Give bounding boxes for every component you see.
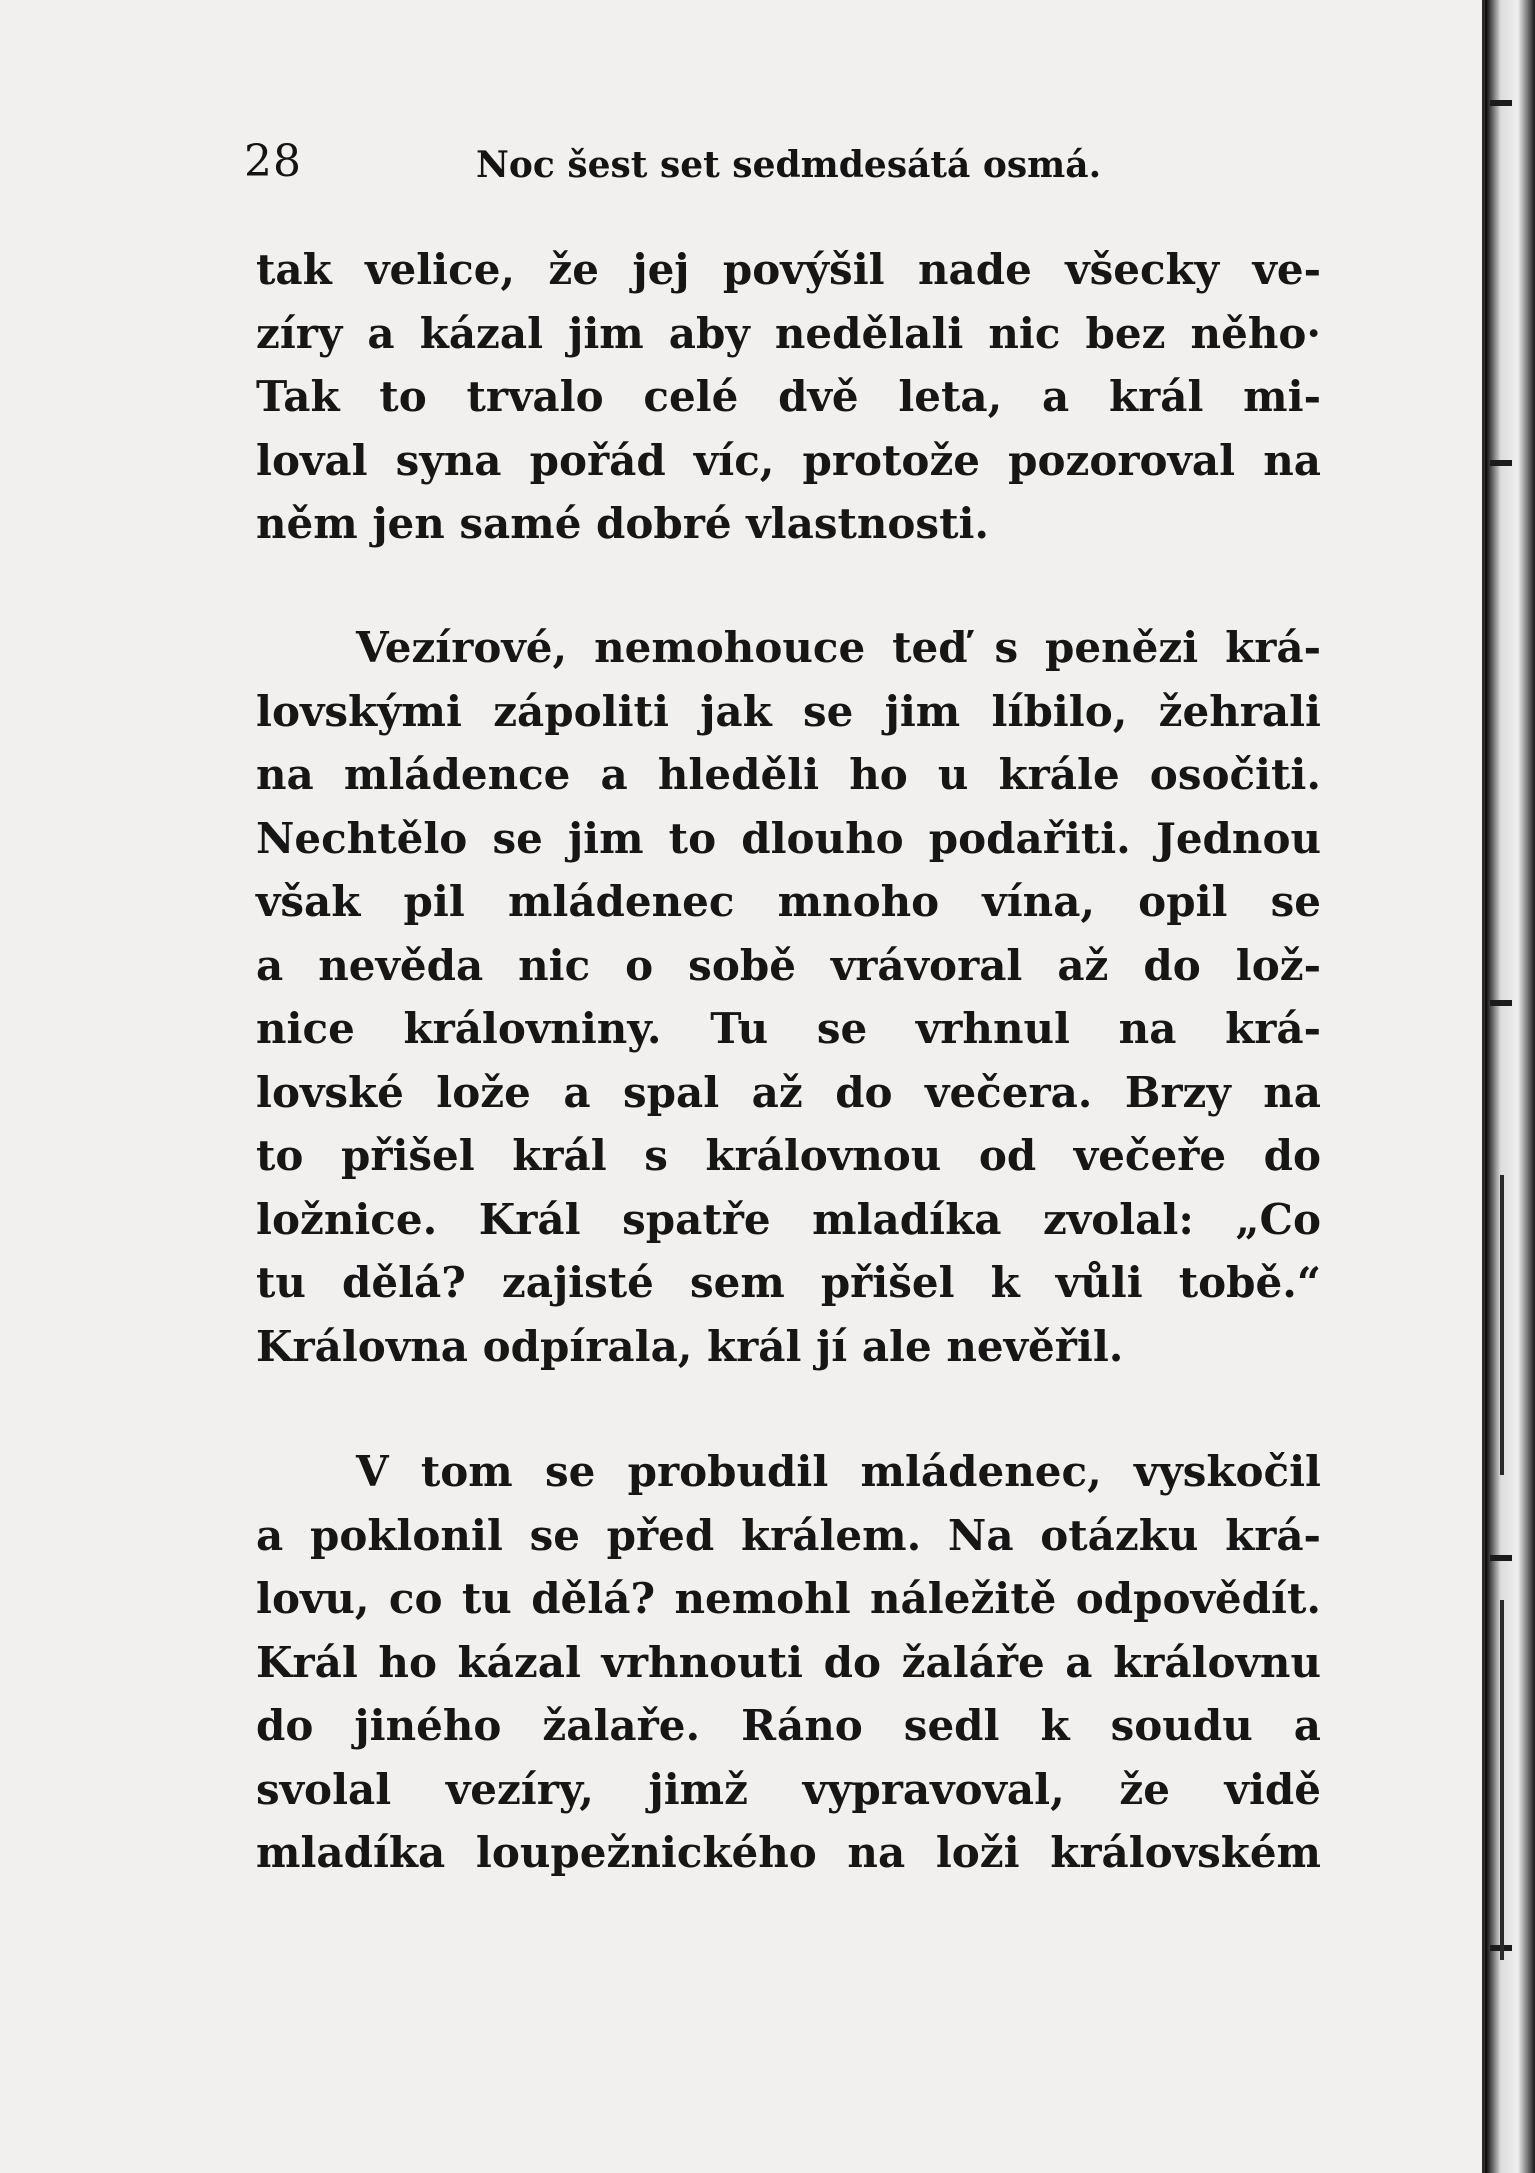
text-line: a poklonil se před králem. Na otázku krá- — [256, 1510, 1321, 1560]
page-edge-strip — [1486, 0, 1535, 2173]
running-head — [244, 136, 1344, 196]
text-line: na mládence a hleděli ho u krále osočiti. — [256, 750, 1321, 799]
text-line: do jiného žalaře. Ráno sedl k soudu a — [256, 1701, 1321, 1750]
paragraph-1 — [256, 238, 1321, 556]
paragraph-3 — [256, 1440, 1321, 1885]
text-line: Nechtělo se jim to dlouho podařiti. Jednou — [256, 813, 1321, 863]
page-number: 28 — [244, 136, 302, 187]
text-line: lovu, co tu dělá? nemohl náležitě odpovědít. — [256, 1574, 1321, 1623]
text-line: Královna odpírala, král jí ale nevěřil. — [256, 1321, 1124, 1371]
text-line: tu dělá? zajisté sem přišel k vůli tobě.“ — [256, 1258, 1321, 1307]
text-line: tak velice, že jej povýšil nade všecky ve- — [256, 245, 1321, 294]
text-line: Král ho kázal vrhnouti do žaláře a královnu — [256, 1637, 1321, 1687]
text-line: zíry a kázal jim aby nedělali nic bez něho· — [256, 308, 1321, 358]
text-line: Tak to trvalo celé dvě leta, a král mi- — [256, 372, 1321, 421]
text-line: však pil mládenec mnoho vína, opil se — [256, 877, 1321, 926]
edge-mark — [1490, 1555, 1512, 1561]
text-line: lovské lože a spal až do večera. Brzy na — [256, 1067, 1321, 1117]
text-line: lovskými zápoliti jak se jim líbilo, žehrali — [256, 686, 1321, 736]
running-title: Noc šest set sedmdesátá osmá. — [476, 144, 1102, 186]
text-line: ložnice. Král spatře mladíka zvolal: „Co — [256, 1194, 1321, 1244]
text-line: a nevěda nic o sobě vrávoral až do lož- — [256, 940, 1321, 990]
edge-line — [1500, 1175, 1504, 1475]
edge-line — [1500, 1600, 1504, 1960]
edge-mark — [1490, 1000, 1512, 1006]
text-line: V tom se probudil mládenec, vyskočil — [356, 1447, 1321, 1496]
edge-mark — [1490, 460, 1512, 466]
text-line: něm jen samé dobré vlastnosti. — [256, 499, 990, 548]
text-line: Vezírové, nemohouce teď s penězi krá- — [356, 623, 1321, 672]
text-line: nice královniny. Tu se vrhnul na krá- — [256, 1004, 1321, 1053]
text-line: to přišel král s královnou od večeře do — [256, 1131, 1321, 1180]
text-line: loval syna pořád víc, protože pozoroval na — [256, 435, 1321, 485]
text-line: mladíka loupežnického na loži královském — [256, 1828, 1321, 1877]
edge-mark — [1490, 100, 1512, 106]
paragraph-2 — [256, 616, 1321, 1378]
text-line: svolal vezíry, jimž vypravoval, že vidě — [256, 1764, 1321, 1814]
